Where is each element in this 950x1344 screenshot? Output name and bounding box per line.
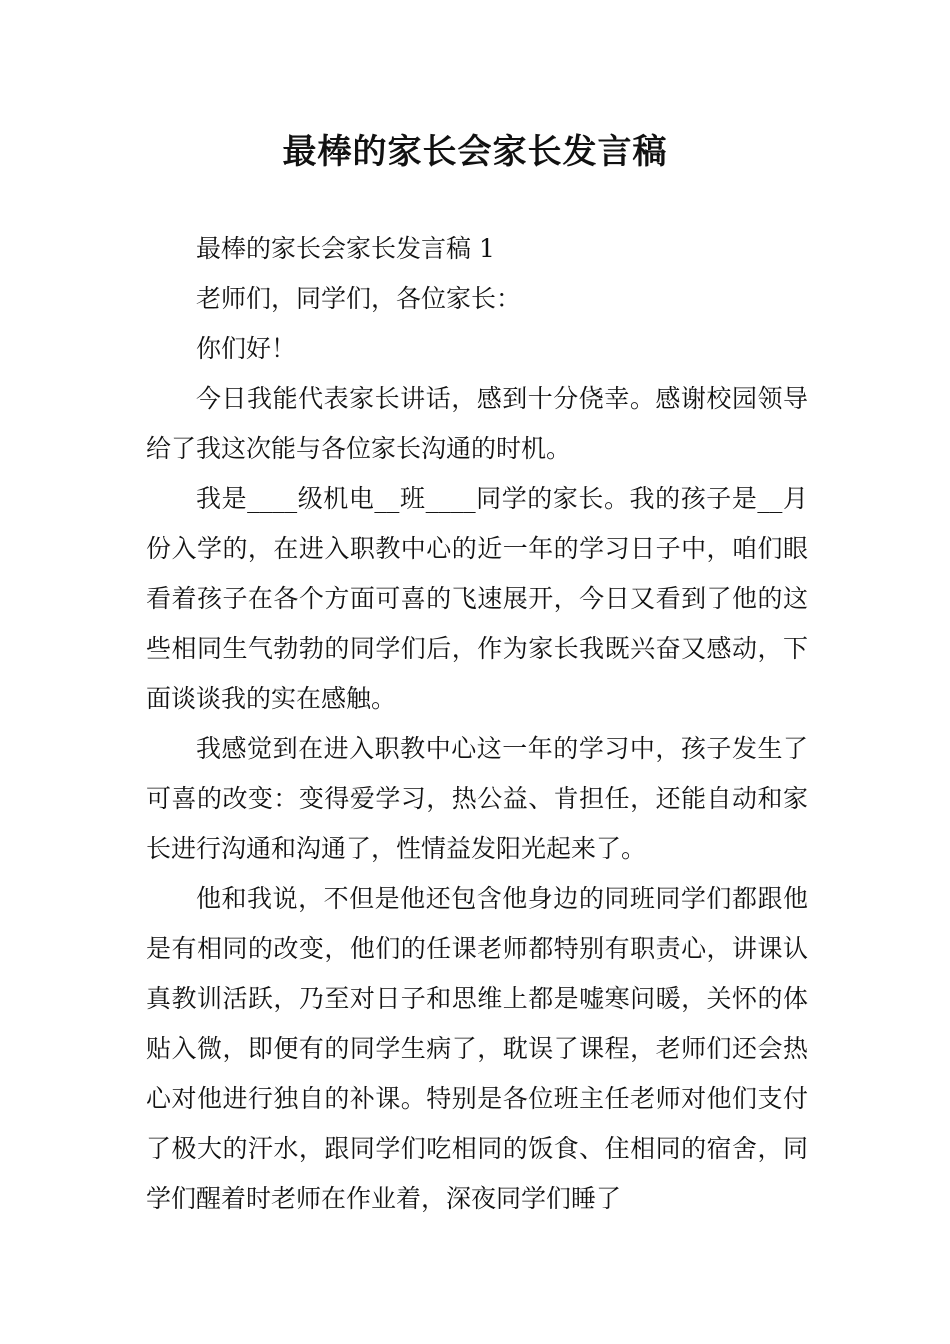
paragraph: 他和我说，不但是他还包含他身边的同班同学们都跟他是有相同的改变，他们的任课老师都特别有职责心，讲课认真教训活跃，乃至对日子和思维上都是嘘寒问暖，关怀的体贴入微，即便有的同学生病了，耽误了课程，老师们还会热心对他进行独自的补课。特别是各位班主任老师对他们支付了极大的汗水，跟同学们吃相同的饭食、住相同的宿舍，同学们醒着时老师在作业着，深夜同学们睡了: [146, 884, 808, 1213]
document-title: 最棒的家长会家长发言稿: [282, 132, 668, 172]
paragraph: 我是____级机电__班____同学的家长。我的孩子是__月份入学的，在进入职教中心的近一年的学习日子中，咱们眼看着孩子在各个方面可喜的飞速展开，今日又看到了他的这些相同生气勃勃的同学们后，作为家长我既兴奋又感动，下面谈谈我的实在感触。: [146, 484, 808, 713]
paragraph-heading: 最棒的家长会家长发言稿 1: [196, 234, 495, 263]
paragraph: 今日我能代表家长讲话，感到十分侥幸。感谢校园领导给了我这次能与各位家长沟通的时机。: [146, 384, 808, 463]
paragraph-salutation: 老师们，同学们，各位家长：: [196, 284, 522, 313]
paragraph-greeting: 你们好！: [196, 334, 297, 363]
paragraph: 我感觉到在进入职教中心这一年的学习中，孩子发生了可喜的改变：变得爱学习，热公益、肯担任，还能自动和家长进行沟通和沟通了，性情益发阳光起来了。: [146, 734, 808, 863]
document-body: [146, 224, 808, 1224]
